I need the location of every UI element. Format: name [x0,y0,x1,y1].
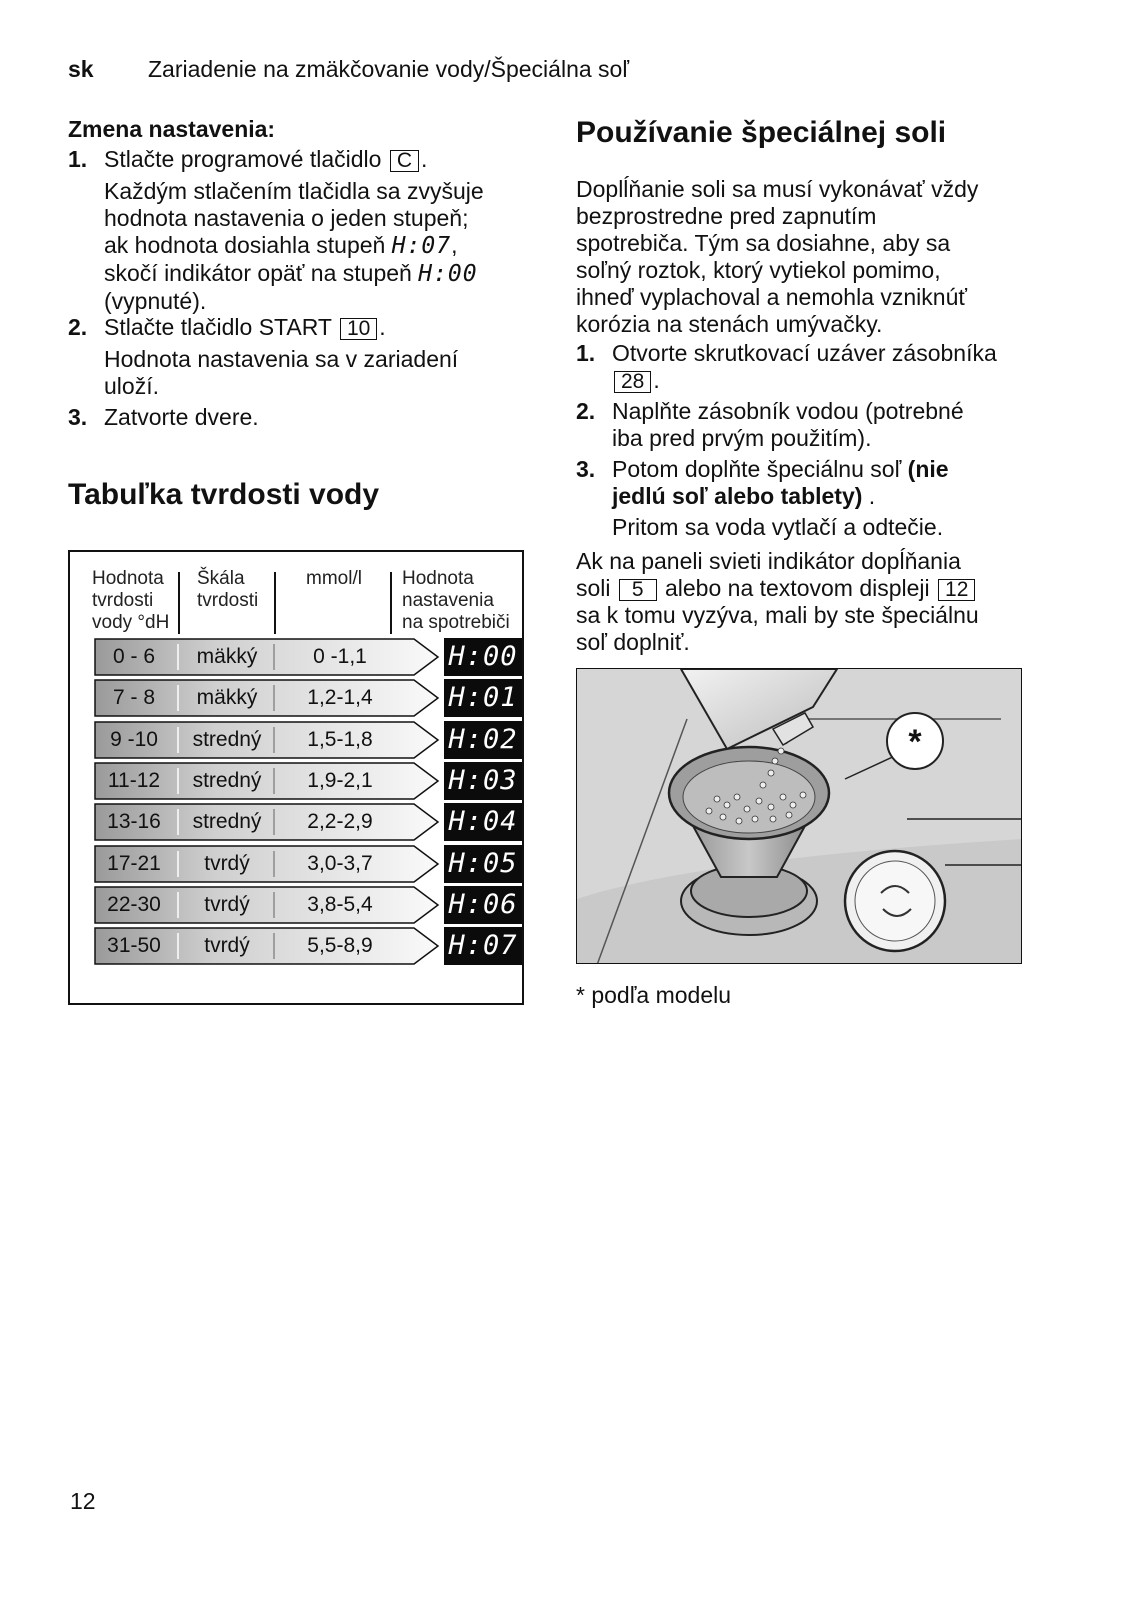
step-1-text: Stlačte programové tlačidlo [104,146,382,172]
language-code: sk [68,56,94,82]
page-header-title: Zariadenie na zmäkčovanie vody/Špeciálna soľ [148,56,630,82]
header-line: nastavenia [402,590,494,611]
step-cont [576,483,949,510]
step-text: Naplňte zásobník vodou (potrebné [612,398,964,424]
mmol-cell: 1,2-1,4 [307,686,373,710]
para-line: korózia na stenách umývačky. [576,311,883,337]
mmol-cell: 1,9-2,1 [307,768,373,792]
step-text: Potom doplňte špeciálnu soľ [612,456,902,482]
model-marker: * [908,723,922,761]
desc-text: skočí indikátor opäť na stupeň [104,260,412,286]
desc-line: hodnota nastavenia o jeden stupeň; [104,205,469,231]
header-line: na spotrebiči [402,612,510,633]
para-line: soľný roztok, ktorý vytiekol pomimo, [576,257,941,283]
para-line: soľ doplniť. [576,629,690,655]
setting-code-cell: H:01 [444,679,522,717]
header-line: Škála [197,568,245,589]
hardness-dh-cell: 11-12 [107,768,161,792]
setting-code-cell: H:02 [444,721,522,759]
hardness-scale-cell: stredný [192,768,262,792]
step-number: 3. [576,456,596,482]
divider [390,572,392,634]
step-1-description [104,178,484,315]
salt-intro-paragraph [576,176,978,338]
step-3 [68,404,259,431]
step-3-text: Zatvorte dvere. [104,404,259,430]
mmol-cell: 2,2-2,9 [307,810,373,834]
para-text: soli [576,575,611,601]
mmol-cell: 1,5-1,8 [307,727,373,751]
salt-filling-illustration [576,668,1022,964]
desc-line: Každým stlačením tlačidla sa zvyšuje [104,178,484,204]
indicator-paragraph [576,548,979,656]
salt-heading: Používanie špeciálnej soli [576,116,947,149]
hardness-dh-cell: 17-21 [107,851,161,875]
change-settings-heading: Zmena nastavenia: [68,116,276,142]
mmol-cell: 3,0-3,7 [307,851,373,875]
step-number: 2. [576,398,596,424]
mmol-cell: 3,8-5,4 [307,892,373,916]
hardness-dh-cell: 7 - 8 [112,686,156,710]
step-1 [68,146,427,173]
key-ref-10: 10 [340,318,377,340]
hardness-dh-cell: 0 - 6 [112,645,156,668]
setting-code-cell: H:00 [444,638,522,676]
step-2 [68,314,386,341]
header-line: Hodnota [92,568,164,589]
step-cont [576,367,997,394]
para-line: bezprostredne pred zapnutím [576,203,877,229]
mmol-cell: 5,5-8,9 [307,934,373,958]
hardness-dh-cell: 22-30 [107,892,161,916]
step-2-text: Stlačte tlačidlo START [104,314,332,340]
hardness-table-heading: Tabuľka tvrdosti vody [68,478,380,511]
hardness-scale-cell: tvrdý [204,851,250,875]
col-header-scale [197,568,258,612]
hardness-scale-cell: stredný [192,727,262,751]
step-2-description [104,346,458,400]
setting-code-cell: H:07 [444,927,522,965]
desc-line: uloží. [104,373,159,399]
page-number: 12 [70,1488,96,1514]
funnel-illustration [577,669,1022,964]
step-number: 1. [576,340,596,366]
key-ref-c: C [390,150,419,172]
col-header-mmol [306,568,362,590]
salt-step-2 [576,398,964,452]
salt-step-3 [576,456,949,541]
para-line: sa k tomu vyzýva, mali by ste špeciálnu [576,602,979,628]
setting-code-cell: H:03 [444,762,522,800]
key-ref-12: 12 [938,579,975,601]
col-header-setting [402,568,510,634]
footnote: * podľa modelu [576,982,732,1008]
setting-code-cell: H:05 [444,845,522,883]
para-line: Ak na paneli svieti indikátor dopĺňania [576,548,961,574]
punct: , [451,232,458,258]
hardness-scale-cell: tvrdý [204,934,250,958]
divider [274,572,276,634]
header-line: mmol/l [306,568,362,589]
desc-line: Hodnota nastavenia sa v zariadení [104,346,459,372]
setting-code-cell: H:04 [444,803,522,841]
hardness-scale-cell: tvrdý [204,892,250,916]
punct: . [653,367,660,393]
punct: . [420,146,428,172]
header-line: tvrdosti [92,590,154,611]
hardness-dh-cell: 13-16 [107,810,161,834]
step-text: Pritom sa voda vytlačí a odtečie. [612,514,944,540]
punct: . [379,314,386,340]
key-ref-5: 5 [619,579,657,601]
key-ref-28: 28 [614,371,651,393]
para-line [576,575,979,602]
display-code: H:07 [391,233,452,259]
step-number: 1. [68,146,88,172]
para-line: ihneď vyplachoval a nemohla vzniknúť [576,284,967,310]
hardness-dh-cell: 31-50 [107,934,161,958]
salt-step-1 [576,340,997,394]
desc-line: (vypnuté). [104,288,207,314]
header-line: vody °dH [92,612,170,633]
water-hardness-table [68,550,524,1005]
display-code: H:00 [418,261,478,287]
desc-line [104,260,484,288]
header-line: tvrdosti [197,590,259,611]
hardness-scale-cell: stredný [192,810,262,834]
para-text: alebo na textovom displeji [664,575,930,601]
desc-line [104,232,484,260]
step-number: 2. [68,314,88,340]
col-header-dh [92,568,169,634]
hardness-scale-cell: mäkký [196,686,258,710]
step-bold: (nie [907,456,949,482]
step-number: 3. [68,404,88,430]
header-line: Hodnota [402,568,474,589]
para-line: spotrebiča. Tým sa dosiahne, aby sa [576,230,951,256]
divider [178,572,180,634]
desc-text: ak hodnota dosiahla stupeň [104,232,386,258]
mmol-cell: 0 -1,1 [313,645,367,668]
punct: . [862,483,876,509]
hardness-scale-cell: mäkký [196,645,258,668]
step-text: Otvorte skrutkovací uzáver zásobníka [612,340,997,366]
para-line: Doplĺňanie soli sa musí vykonávať vždy [576,176,979,202]
step-bold: jedlú soľ alebo tablety) [612,483,863,509]
step-text: iba pred prvým použitím). [612,425,872,451]
setting-code-cell: H:06 [444,886,522,924]
hardness-dh-cell: 9 -10 [110,727,158,751]
